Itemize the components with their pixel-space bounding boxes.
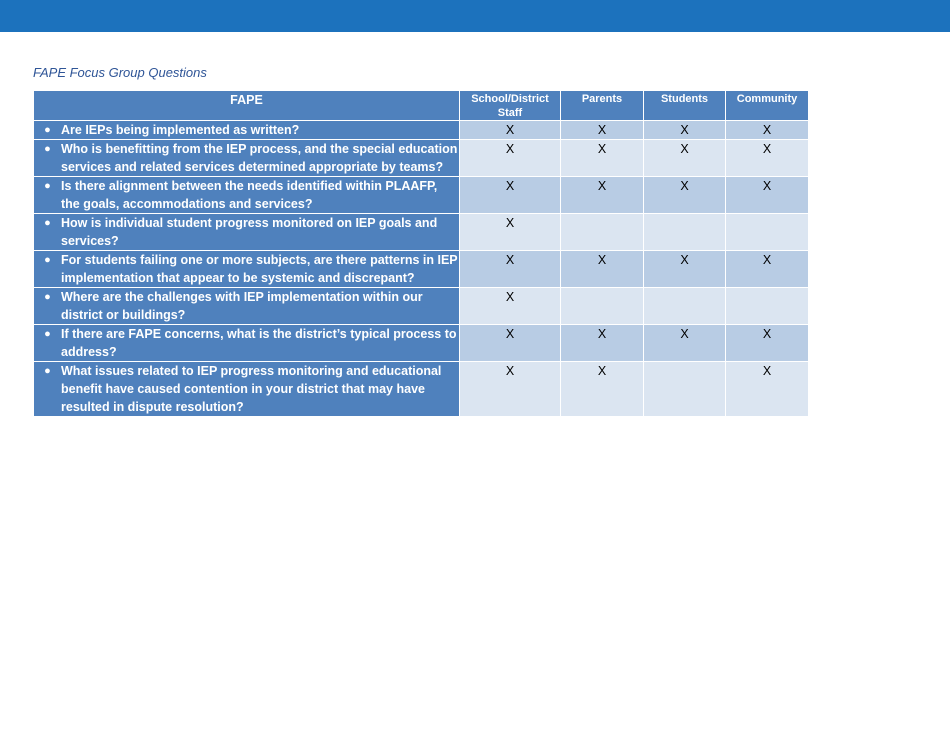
mark-students: X — [644, 251, 726, 288]
mark-school-district-staff: X — [460, 325, 561, 362]
top-banner — [0, 0, 950, 32]
mark-school-district-staff: X — [460, 214, 561, 251]
mark-students — [644, 362, 726, 417]
question-cell — [34, 362, 460, 417]
header-students: Students — [644, 91, 726, 121]
bullet-icon: ● — [44, 254, 51, 266]
bullet-icon: ● — [44, 217, 51, 229]
table-row — [34, 251, 809, 288]
question-text: What issues related to IEP progress monitoring and educational benefit have caused contention in your district that may have resulted in dispute resolution? — [61, 364, 442, 414]
question-text: Is there alignment between the needs identified within PLAAFP, the goals, accommodations and services? — [61, 179, 438, 211]
header-parents: Parents — [561, 91, 644, 121]
table-row — [34, 140, 809, 177]
mark-parents: X — [561, 251, 644, 288]
header-fape: FAPE — [34, 91, 460, 121]
bullet-icon: ● — [44, 365, 51, 377]
question-cell — [34, 140, 460, 177]
question-text: If there are FAPE concerns, what is the district’s typical process to address? — [61, 327, 457, 359]
mark-community — [726, 214, 809, 251]
question-text: How is individual student progress monitored on IEP goals and services? — [61, 216, 438, 248]
header-community: Community — [726, 91, 809, 121]
mark-community: X — [726, 362, 809, 417]
mark-school-district-staff: X — [460, 121, 561, 140]
table-row — [34, 362, 809, 417]
table-header-row — [34, 91, 809, 121]
question-text: Who is benefitting from the IEP process, and the special education services and related services determined appropriate by teams? — [61, 142, 458, 174]
mark-parents: X — [561, 177, 644, 214]
mark-school-district-staff: X — [460, 177, 561, 214]
mark-students — [644, 214, 726, 251]
mark-school-district-staff: X — [460, 251, 561, 288]
header-school-district-staff: School/District Staff — [460, 91, 561, 121]
bullet-icon: ● — [44, 180, 51, 192]
mark-students: X — [644, 325, 726, 362]
mark-school-district-staff: X — [460, 140, 561, 177]
mark-parents: X — [561, 140, 644, 177]
table-row — [34, 325, 809, 362]
table-row — [34, 288, 809, 325]
mark-community: X — [726, 177, 809, 214]
mark-community: X — [726, 140, 809, 177]
mark-parents: X — [561, 362, 644, 417]
bullet-icon: ● — [44, 143, 51, 155]
table-row — [34, 177, 809, 214]
question-text: Are IEPs being implemented as written? — [61, 123, 300, 137]
mark-students: X — [644, 121, 726, 140]
question-cell — [34, 325, 460, 362]
table-row — [34, 121, 809, 140]
bullet-icon: ● — [44, 328, 51, 340]
mark-parents: X — [561, 325, 644, 362]
mark-community: X — [726, 325, 809, 362]
table-row — [34, 214, 809, 251]
question-cell — [34, 251, 460, 288]
mark-parents — [561, 214, 644, 251]
mark-parents: X — [561, 121, 644, 140]
bullet-icon: ● — [44, 291, 51, 303]
table-caption: FAPE Focus Group Questions — [33, 65, 207, 80]
question-cell — [34, 214, 460, 251]
fape-questions-table — [33, 90, 809, 417]
question-text: For students failing one or more subjects, are there patterns in IEP implementation that appear to be systemic and discrepant? — [61, 253, 458, 285]
mark-school-district-staff: X — [460, 288, 561, 325]
mark-parents — [561, 288, 644, 325]
question-cell — [34, 121, 460, 140]
mark-school-district-staff: X — [460, 362, 561, 417]
mark-students — [644, 288, 726, 325]
mark-community: X — [726, 251, 809, 288]
question-cell — [34, 177, 460, 214]
question-cell — [34, 288, 460, 325]
mark-community — [726, 288, 809, 325]
mark-students: X — [644, 177, 726, 214]
mark-community: X — [726, 121, 809, 140]
mark-students: X — [644, 140, 726, 177]
bullet-icon: ● — [44, 124, 51, 136]
question-text: Where are the challenges with IEP implementation within our district or buildings? — [61, 290, 423, 322]
